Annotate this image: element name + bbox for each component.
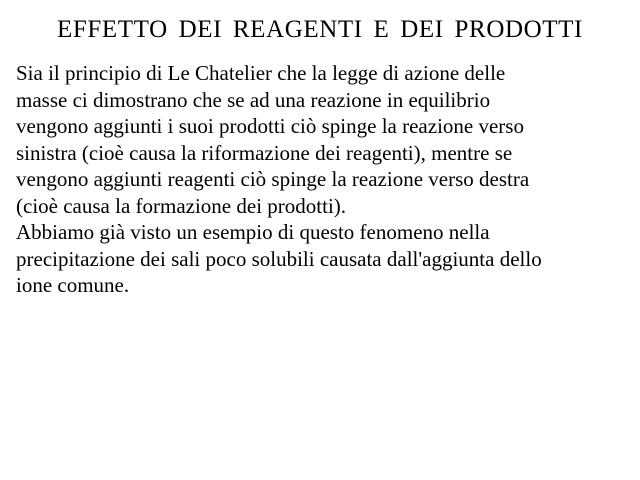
slide-body	[16, 60, 626, 299]
slide-title: EFFETTO DEI REAGENTI E DEI PRODOTTI	[57, 16, 583, 43]
body-paragraph: Abbiamo già visto un esempio di questo fenomeno nella precipitazione dei sali poco solubili causata dall'aggiunta dello ione comune.	[16, 220, 542, 297]
body-paragraph: Sia il principio di Le Chatelier che la legge di azione delle masse ci dimostrano che se ad una reazione in equilibrio vengono aggiunti i suoi prodotti ciò spinge la reazione verso sinistra (cioè causa la riformazione dei reagenti), mentre se vengono aggiunti reagenti ciò spinge la reazione verso destra (cioè causa la formazione dei prodotti).	[16, 61, 530, 218]
